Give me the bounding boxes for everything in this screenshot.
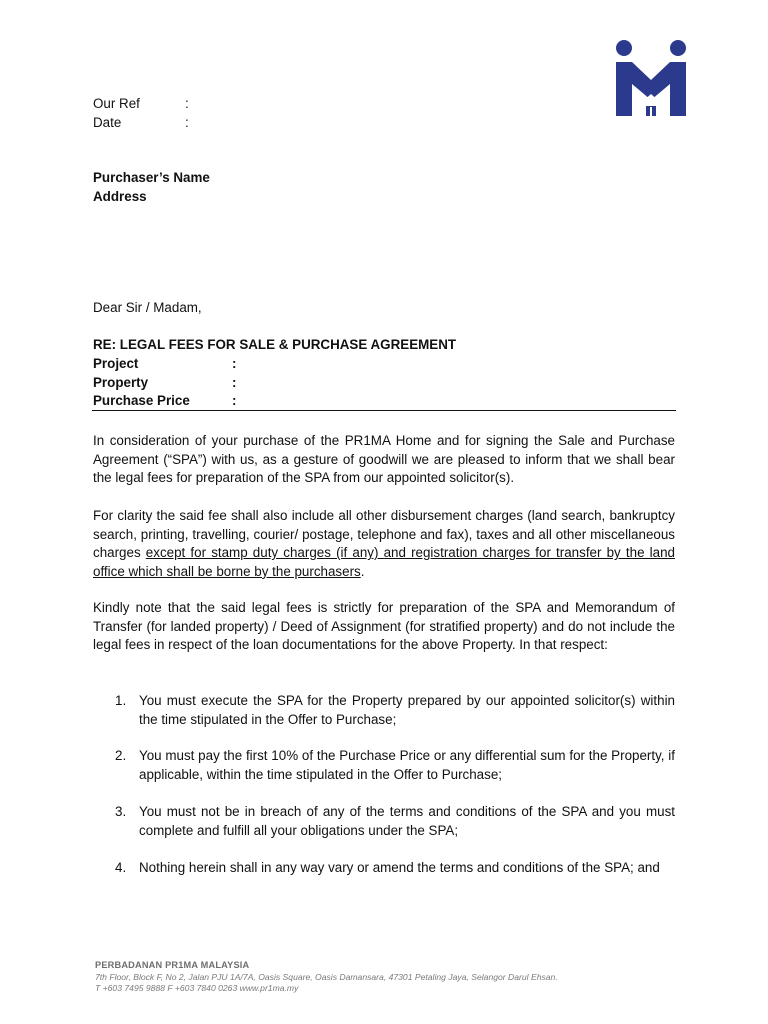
address-label: Address <box>93 189 147 204</box>
footer-contact: T +603 7495 9888 F +603 7840 0263 www.pr1ma.my <box>95 983 299 993</box>
project-label: Project <box>93 356 139 371</box>
date-colon: : <box>185 115 189 130</box>
list-item-text: You must execute the SPA for the Property prepared by our appointed solicitor(s) within the time stipulated in the Offer to Purchase; <box>139 693 675 727</box>
project-row <box>93 355 393 373</box>
purchase-price-row <box>93 392 393 410</box>
subject-divider <box>92 410 676 411</box>
subject-title: RE: LEGAL FEES FOR SALE & PURCHASE AGREEMENT <box>93 337 457 352</box>
date-row <box>93 114 293 132</box>
project-colon: : <box>232 356 237 371</box>
list-item-number: 1. <box>115 693 127 708</box>
list-item-number: 3. <box>115 804 127 819</box>
purchaser-name-label: Purchaser’s Name <box>93 170 210 185</box>
list-item-number: 2. <box>115 748 127 763</box>
body-paragraph-3: Kindly note that the said legal fees is strictly for preparation of the SPA and Memorandum of Transfer (for landed property) / Deed of Assignment (for stratified property) and do not include the legal fees in respect of the loan documentations for the above Property. In that respect: <box>93 600 675 653</box>
list-item-text: You must pay the first 10% of the Purchase Price or any differential sum for the Property, if applicable, within the time stipulated in the Offer to Purchase; <box>139 748 675 782</box>
body-paragraph-2-underlined: except for stamp duty charges (if any) and registration charges for transfer by the land office which shall be borne by the purchasers <box>93 545 675 579</box>
date-label: Date <box>93 115 122 130</box>
purchase-price-colon: : <box>232 393 237 408</box>
body-paragraph-2-start: For clarity the said fee shall also include all other disbursement charges (land search, bankruptcy search, printing, travelling, courier/ postage, telephone and fax), taxes and all other miscellaneous charges <box>93 508 675 561</box>
list-item-text: Nothing herein shall in any way vary or amend the terms and conditions of the SPA; and <box>139 860 660 875</box>
body-paragraph-2 <box>93 507 675 581</box>
footer-org-name: PERBADANAN PR1MA MALAYSIA <box>95 960 250 970</box>
purchase-price-label: Purchase Price <box>93 393 190 408</box>
body-paragraph-1: In consideration of your purchase of the PR1MA Home and for signing the Sale and Purchase Agreement (“SPA”) with us, as a gesture of goodwill we are pleased to inform that we shall bear the legal fees for preparation of the SPA from our appointed solicitor(s). <box>93 433 675 486</box>
salutation: Dear Sir / Madam, <box>93 300 202 315</box>
list-item-text: You must not be in breach of any of the terms and conditions of the SPA and you must complete and fulfill all your obligations under the SPA; <box>139 804 675 838</box>
body-paragraph-2-end: . <box>360 563 365 579</box>
list-item-number: 4. <box>115 860 127 875</box>
our-ref-row <box>93 95 293 113</box>
property-row <box>93 374 393 392</box>
pr1ma-logo-icon <box>612 38 690 120</box>
footer-address: 7th Floor, Block F, No 2, Jalan PJU 1A/7A, Oasis Square, Oasis Damansara, 47301 Petaling Jaya, Selangor Darul Ehsan. <box>95 971 558 982</box>
our-ref-label: Our Ref <box>93 96 140 111</box>
property-colon: : <box>232 375 237 390</box>
letterhead-footer <box>95 960 655 995</box>
property-label: Property <box>93 375 149 390</box>
our-ref-colon: : <box>185 96 189 111</box>
